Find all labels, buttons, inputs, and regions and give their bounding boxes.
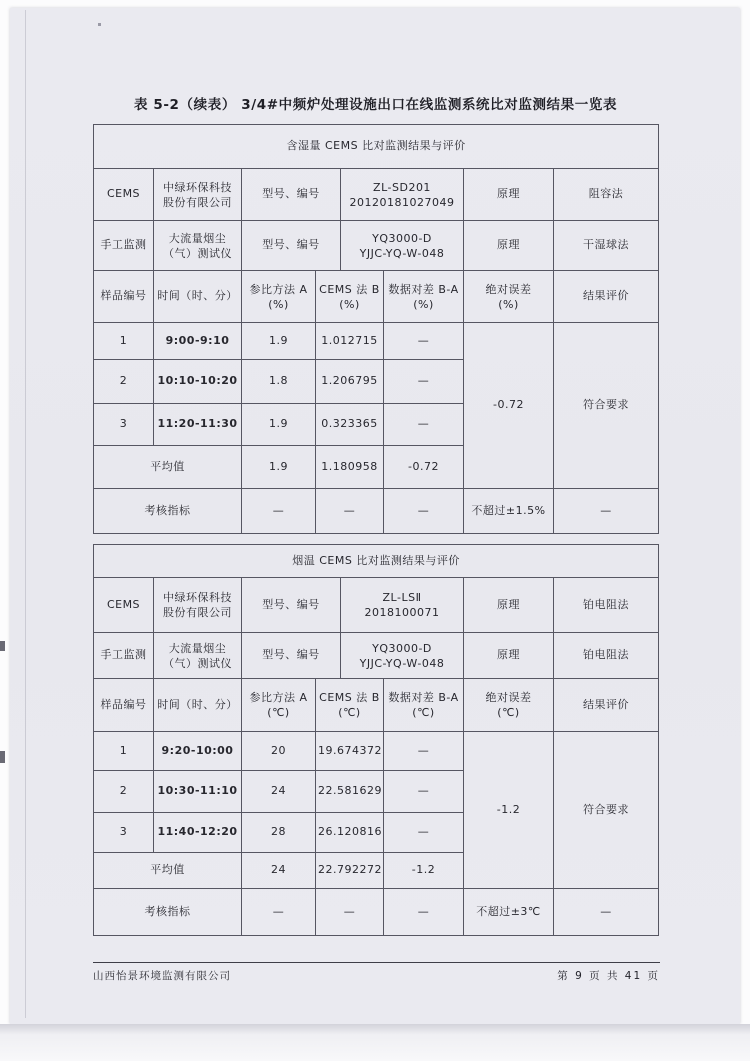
average-label-cell: 平均值: [94, 853, 242, 889]
manual-model-cell: [341, 633, 464, 679]
time-cell: 10:10-10:20: [154, 360, 242, 404]
manual-vendor-cell: [154, 221, 242, 271]
cems-value-cell: 22.581629: [316, 771, 384, 813]
scan-speck: [98, 23, 101, 26]
abs-error-cell: -0.72: [464, 323, 554, 489]
model-line-1: ZL-SD201: [373, 180, 431, 194]
temperature-cems-table: [93, 544, 659, 936]
header-unit: (℃): [267, 706, 290, 719]
ref-value-cell: 24: [242, 771, 316, 813]
sample-no-cell: 3: [94, 404, 154, 446]
cems-average-cell: 1.180958: [316, 446, 384, 489]
evaluation-cell: 符合要求: [554, 323, 659, 489]
evaluation-assessment-cell: —: [554, 489, 659, 534]
cems-principle-cell: 阻容法: [554, 169, 659, 221]
column-header-row: [94, 679, 659, 732]
time-cell: 9:00-9:10: [154, 323, 242, 360]
cems-instrument-row: [94, 578, 659, 633]
model-label-cell: 型号、编号: [242, 221, 341, 271]
cems-value-cell: 0.323365: [316, 404, 384, 446]
sample-no-cell: 2: [94, 360, 154, 404]
sample-no-cell: 1: [94, 323, 154, 360]
header-line-1: CEMS 法 B: [319, 282, 380, 296]
header-unit: (℃): [497, 706, 520, 719]
diff-value-cell: —: [384, 323, 464, 360]
sample-no-cell: 2: [94, 771, 154, 813]
header-unit: (%): [413, 297, 434, 311]
average-label-cell: 平均值: [94, 446, 242, 489]
column-header-row: [94, 271, 659, 323]
principle-label-cell: 原理: [464, 221, 554, 271]
table-row: [94, 323, 659, 360]
cems-value-cell: 26.120816: [316, 813, 384, 853]
moisture-cems-table: [93, 124, 659, 534]
evaluation-assessment-cell: —: [554, 889, 659, 936]
time-cell: 11:40-12:20: [154, 813, 242, 853]
model-label-cell: 型号、编号: [242, 633, 341, 679]
header-line-1: 数据对差 B-A: [388, 282, 459, 296]
manual-instrument-row: [94, 221, 659, 271]
ref-assessment-cell: —: [242, 889, 316, 936]
manual-model-cell: [341, 221, 464, 271]
table-title: 含湿量 CEMS 比对监测结果与评价: [94, 125, 659, 169]
sample-no-cell: 3: [94, 813, 154, 853]
vendor-line-1: 中绿环保科技: [163, 591, 232, 604]
vendor-line-1: 中绿环保科技: [163, 180, 232, 194]
cems-assessment-cell: —: [316, 889, 384, 936]
scan-fold-line: [25, 10, 26, 1018]
table-title-row: [94, 125, 659, 169]
col-absolute-error: [464, 679, 554, 732]
cems-value-cell: 1.012715: [316, 323, 384, 360]
table-row: [94, 732, 659, 771]
scanner-edge-band: [0, 1024, 750, 1061]
time-cell: 10:30-11:10: [154, 771, 242, 813]
error-limit-cell: 不超过±3℃: [464, 889, 554, 936]
ref-value-cell: 1.8: [242, 360, 316, 404]
model-line-2: YJJC-YQ-W-048: [359, 656, 445, 670]
cems-assessment-cell: —: [316, 489, 384, 534]
manual-principle-cell: 干湿球法: [554, 221, 659, 271]
model-line-1: ZL-LSⅡ: [382, 591, 422, 604]
sample-no-cell: 1: [94, 732, 154, 771]
evaluation-cell: 符合要求: [554, 732, 659, 889]
table-title-row: [94, 545, 659, 578]
page-title: 表 5-2（续表） 3/4#中频炉处理设施出口在线监测系统比对监测结果一览表: [133, 97, 618, 113]
page-footer: [93, 962, 660, 983]
col-data-difference: [384, 271, 464, 323]
manual-label-cell: 手工监测: [94, 633, 154, 679]
col-time: 时间（时、分）: [154, 679, 242, 732]
model-line-1: YQ3000-D: [372, 641, 432, 655]
ref-value-cell: 1.9: [242, 323, 316, 360]
model-line-2: YJJC-YQ-W-048: [359, 246, 445, 260]
footer-company-name: 山西怡景环境监测有限公司: [93, 970, 231, 982]
ref-average-cell: 24: [242, 853, 316, 889]
col-absolute-error: [464, 271, 554, 323]
cems-average-cell: 22.792272: [316, 853, 384, 889]
cems-principle-cell: 铂电阻法: [554, 578, 659, 633]
col-time: 时间（时、分）: [154, 271, 242, 323]
col-cems-method: [316, 271, 384, 323]
vendor-line-2: （气）测试仪: [163, 656, 232, 670]
header-line-1: 绝对误差: [485, 691, 532, 704]
diff-value-cell: —: [384, 771, 464, 813]
assessment-row: [94, 489, 659, 534]
header-line-1: 参比方法 A: [249, 691, 308, 704]
principle-label-cell: 原理: [464, 578, 554, 633]
manual-label-cell: 手工监测: [94, 221, 154, 271]
manual-principle-cell: 铂电阻法: [554, 633, 659, 679]
header-unit: (%): [268, 297, 289, 311]
ref-value-cell: 28: [242, 813, 316, 853]
header-line-1: 数据对差 B-A: [388, 691, 459, 704]
vendor-line-1: 大流量烟尘: [168, 641, 227, 655]
header-unit: (%): [498, 297, 519, 311]
error-limit-cell: 不超过±1.5%: [464, 489, 554, 534]
manual-vendor-cell: [154, 633, 242, 679]
principle-label-cell: 原理: [464, 169, 554, 221]
vendor-line-1: 大流量烟尘: [168, 231, 227, 245]
diff-value-cell: —: [384, 360, 464, 404]
assessment-label-cell: 考核指标: [94, 889, 242, 936]
scan-speck: [0, 641, 5, 651]
vendor-line-2: （气）测试仪: [163, 246, 232, 260]
header-unit: (%): [339, 297, 360, 311]
assessment-row: [94, 889, 659, 936]
diff-average-cell: -0.72: [384, 446, 464, 489]
table-title: 烟温 CEMS 比对监测结果与评价: [94, 545, 659, 578]
cems-model-cell: [341, 169, 464, 221]
model-line-2: 20120181027049: [349, 195, 455, 209]
col-reference-method: [242, 679, 316, 732]
diff-value-cell: —: [384, 813, 464, 853]
col-sample-no: 样品编号: [94, 271, 154, 323]
diff-average-cell: -1.2: [384, 853, 464, 889]
time-cell: 11:20-11:30: [154, 404, 242, 446]
model-label-cell: 型号、编号: [242, 578, 341, 633]
col-reference-method: [242, 271, 316, 323]
footer-page-number: 第 9 页 共 41 页: [557, 970, 660, 982]
manual-instrument-row: [94, 633, 659, 679]
model-line-2: 2018100071: [364, 606, 440, 619]
vendor-line-2: 股份有限公司: [163, 606, 232, 619]
diff-assessment-cell: —: [384, 889, 464, 936]
model-line-1: YQ3000-D: [372, 231, 432, 245]
ref-value-cell: 1.9: [242, 404, 316, 446]
cems-vendor-cell: [154, 578, 242, 633]
header-line-1: 绝对误差: [485, 282, 532, 296]
diff-value-cell: —: [384, 404, 464, 446]
ref-average-cell: 1.9: [242, 446, 316, 489]
cems-vendor-cell: [154, 169, 242, 221]
col-result-evaluation: 结果评价: [554, 271, 659, 323]
abs-error-cell: -1.2: [464, 732, 554, 889]
ref-value-cell: 20: [242, 732, 316, 771]
model-label-cell: 型号、编号: [242, 169, 341, 221]
cems-label-cell: CEMS: [94, 578, 154, 633]
cems-value-cell: 19.674372: [316, 732, 384, 771]
header-unit: (℃): [338, 706, 361, 719]
paper-sheet: [10, 8, 740, 1024]
col-result-evaluation: 结果评价: [554, 679, 659, 732]
col-data-difference: [384, 679, 464, 732]
header-unit: (℃): [412, 706, 435, 719]
scan-speck: [0, 751, 5, 763]
page-content: [93, 96, 658, 983]
vendor-line-2: 股份有限公司: [163, 195, 232, 209]
cems-value-cell: 1.206795: [316, 360, 384, 404]
diff-assessment-cell: —: [384, 489, 464, 534]
cems-label-cell: CEMS: [94, 169, 154, 221]
time-cell: 9:20-10:00: [154, 732, 242, 771]
ref-assessment-cell: —: [242, 489, 316, 534]
header-line-1: 参比方法 A: [249, 282, 308, 296]
diff-value-cell: —: [384, 732, 464, 771]
cems-instrument-row: [94, 169, 659, 221]
assessment-label-cell: 考核指标: [94, 489, 242, 534]
header-line-1: CEMS 法 B: [319, 691, 380, 704]
principle-label-cell: 原理: [464, 633, 554, 679]
col-sample-no: 样品编号: [94, 679, 154, 732]
col-cems-method: [316, 679, 384, 732]
cems-model-cell: [341, 578, 464, 633]
